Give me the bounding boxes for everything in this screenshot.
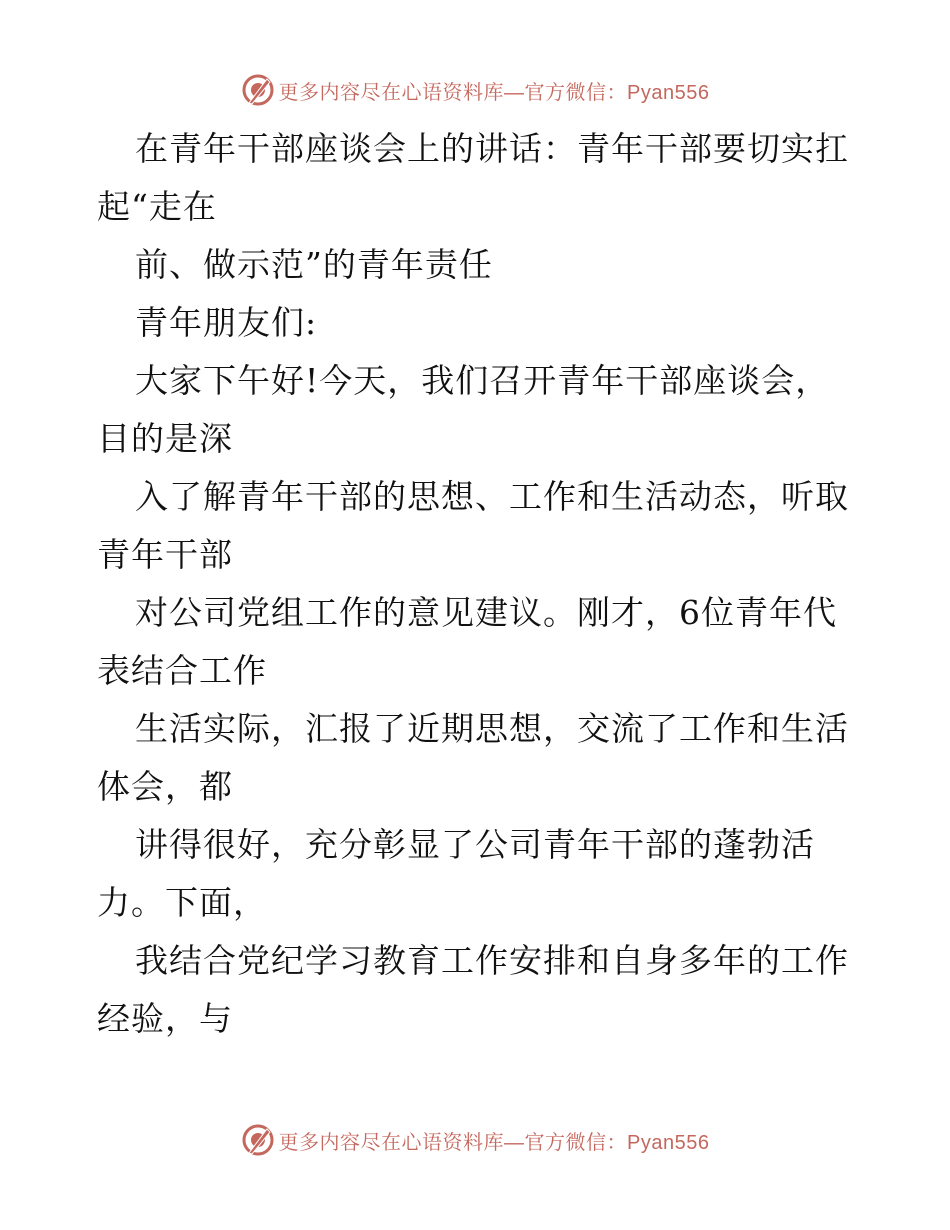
watermark-text: 更多内容尽在心语资料库—官方微信：Pyan556 <box>278 81 710 104</box>
document-body <box>97 120 857 1048</box>
header-watermark-banner <box>0 70 950 110</box>
text-line: 对公司党组工作的意见建议。刚才，6位青年代 <box>135 593 837 632</box>
quill-pen-circle-icon <box>241 73 275 107</box>
text-line: 入了解青年干部的思想、工作和生活动态，听取 <box>135 477 849 516</box>
text-line: 青年干部 <box>97 535 233 574</box>
text-line: 大家下午好!今天，我们召开青年干部座谈会， <box>135 361 830 400</box>
footer-watermark-banner <box>0 1120 950 1160</box>
text-line: 生活实际，汇报了近期思想，交流了工作和生活 <box>135 709 849 748</box>
text-line: 在青年干部座谈会上的讲话：青年干部要切实扛 <box>135 129 849 168</box>
text-line: 力。下面， <box>97 883 267 922</box>
text-line: 起“走在 <box>97 187 217 226</box>
text-line: 目的是深 <box>97 419 233 458</box>
text-line: 青年朋友们: <box>135 303 318 342</box>
text-line: 表结合工作 <box>97 651 267 690</box>
text-line: 体会，都 <box>97 767 233 806</box>
text-line: 前、做示范”的青年责任 <box>135 245 493 284</box>
text-line: 我结合党纪学习教育工作安排和自身多年的工作 <box>135 941 849 980</box>
quill-pen-circle-icon <box>241 1123 275 1157</box>
watermark-text: 更多内容尽在心语资料库—官方微信：Pyan556 <box>278 1131 710 1154</box>
text-line: 经验，与 <box>97 999 233 1038</box>
text-line: 讲得很好，充分彰显了公司青年干部的蓬勃活 <box>135 825 815 864</box>
